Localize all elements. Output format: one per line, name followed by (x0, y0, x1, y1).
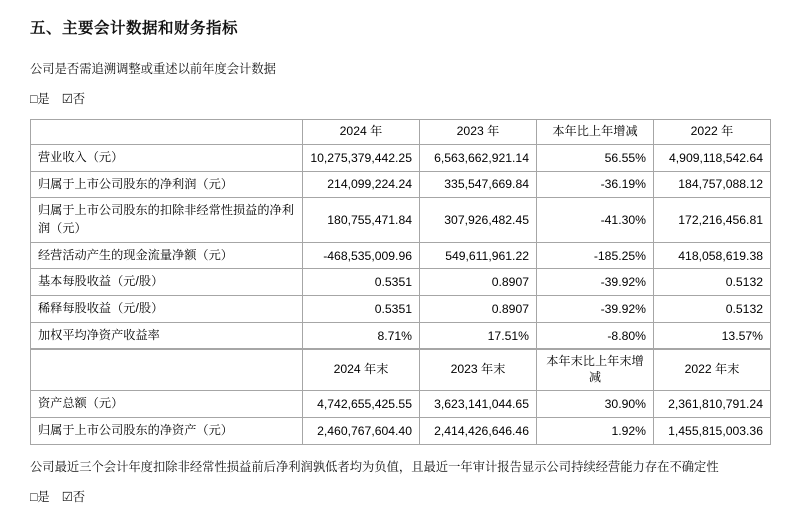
row-value-change-end: 1.92% (537, 417, 654, 444)
row-value-2022: 184,757,088.12 (654, 171, 771, 198)
table-row (31, 269, 771, 296)
row-value-2023: 6,563,662,921.14 (420, 144, 537, 171)
balance-sheet-table (30, 349, 771, 444)
row-value-2023-end: 2,414,426,646.46 (420, 417, 537, 444)
row-value-2024: 214,099,224.24 (303, 171, 420, 198)
row-value-2024: 0.5351 (303, 296, 420, 323)
row-label: 加权平均净资产收益率 (31, 322, 303, 349)
row-value-2024: 0.5351 (303, 269, 420, 296)
header-2022-end: 2022 年末 (654, 350, 771, 391)
checkbox-no-bottom[interactable]: ☑否 (61, 490, 86, 505)
row-value-change-end: 30.90% (537, 391, 654, 418)
table-row (31, 417, 771, 444)
intro-paragraph: 公司是否需追溯调整或重述以前年度会计数据 (30, 62, 276, 76)
row-value-2023: 549,611,961.22 (420, 242, 537, 269)
row-value-2022-end: 1,455,815,003.36 (654, 417, 771, 444)
income-table-wrapper (30, 119, 772, 349)
table-row (31, 322, 771, 349)
row-value-2024-end: 4,742,655,425.55 (303, 391, 420, 418)
table-row (31, 242, 771, 269)
header-2024-end: 2024 年末 (303, 350, 420, 391)
table-row (31, 144, 771, 171)
header-blank (31, 350, 303, 391)
header-change: 本年比上年增减 (537, 120, 654, 145)
checkbox-no-top[interactable]: ☑否 (61, 92, 86, 107)
header-2023-end: 2023 年末 (420, 350, 537, 391)
row-value-2024: 10,275,379,442.25 (303, 144, 420, 171)
row-value-change: -185.25% (537, 242, 654, 269)
restatement-checkbox-group (30, 89, 772, 107)
row-value-2022-end: 2,361,810,791.24 (654, 391, 771, 418)
row-value-2022: 0.5132 (654, 269, 771, 296)
row-value-change: -41.30% (537, 198, 654, 242)
row-value-2023: 307,926,482.45 (420, 198, 537, 242)
row-value-change: -36.19% (537, 171, 654, 198)
row-label: 归属于上市公司股东的扣除非经常性损益的净利润（元） (31, 198, 303, 242)
going-concern-checkbox-group (30, 487, 772, 505)
row-value-2024: -468,535,009.96 (303, 242, 420, 269)
income-statement-table (30, 119, 771, 349)
header-2023: 2023 年 (420, 120, 537, 145)
balance-table-wrapper (30, 349, 772, 444)
row-value-2023-end: 3,623,141,044.65 (420, 391, 537, 418)
row-value-change: -8.80% (537, 322, 654, 349)
row-label: 归属于上市公司股东的净利润（元） (31, 171, 303, 198)
row-value-2023: 17.51% (420, 322, 537, 349)
going-concern-footnote: 公司最近三个会计年度扣除非经常性损益前后净利润孰低者均为负值，且最近一年审计报告显示公司持续经营能力存在不确定性 (30, 459, 719, 474)
header-blank (31, 120, 303, 145)
row-label: 营业收入（元） (31, 144, 303, 171)
table-row (31, 391, 771, 418)
row-value-change: -39.92% (537, 296, 654, 323)
row-value-2022: 4,909,118,542.64 (654, 144, 771, 171)
row-label: 归属于上市公司股东的净资产（元） (31, 417, 303, 444)
table-row (31, 198, 771, 242)
row-label: 基本每股收益（元/股） (31, 269, 303, 296)
table-row (31, 296, 771, 323)
header-change-end: 本年末比上年末增减 (537, 350, 654, 391)
checkbox-yes-top[interactable]: □是 (30, 92, 50, 107)
row-value-change: -39.92% (537, 269, 654, 296)
row-value-2022: 418,058,619.38 (654, 242, 771, 269)
row-value-2024: 180,755,471.84 (303, 198, 420, 242)
row-label: 经营活动产生的现金流量净额（元） (31, 242, 303, 269)
row-value-2022: 0.5132 (654, 296, 771, 323)
row-value-2022: 172,216,456.81 (654, 198, 771, 242)
header-2022: 2022 年 (654, 120, 771, 145)
row-value-2024: 8.71% (303, 322, 420, 349)
row-label: 资产总额（元） (31, 391, 303, 418)
page-title: 五、主要会计数据和财务指标 (30, 20, 239, 37)
checkbox-yes-bottom[interactable]: □是 (30, 490, 50, 505)
row-value-2024-end: 2,460,767,604.40 (303, 417, 420, 444)
row-value-2023: 335,547,669.84 (420, 171, 537, 198)
row-value-change: 56.55% (537, 144, 654, 171)
table-header-row (31, 350, 771, 391)
row-value-2023: 0.8907 (420, 296, 537, 323)
row-value-2023: 0.8907 (420, 269, 537, 296)
header-2024: 2024 年 (303, 120, 420, 145)
table-row (31, 171, 771, 198)
row-label: 稀释每股收益（元/股） (31, 296, 303, 323)
table-header-row (31, 120, 771, 145)
row-value-2022: 13.57% (654, 322, 771, 349)
